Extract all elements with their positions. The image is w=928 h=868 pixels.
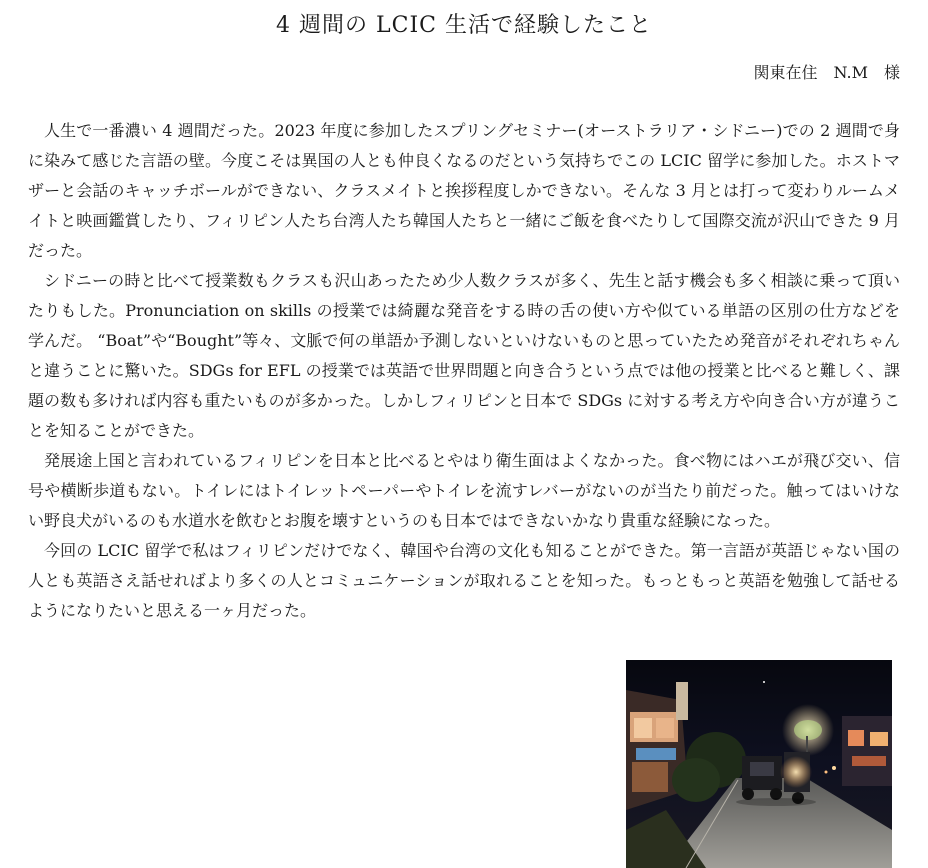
paragraph-2: シドニーの時と比べて授業数もクラスも沢山あったため少人数クラスが多く、先生と話す機会も多く相談に乗って頂いたりもした。Pronunciation on skills の授業では綺麗な発音をする時の舌の使い方や似ている単語の区別の仕方などを学んだ。 “Boat”や“Bought”等々、文脈で何の単語か予測しないといけないものと思っていたため発音がそれぞれちゃんと違うことに驚いた。SDGs for EFL の授業では英語で世界問題と向き合うという点では他の授業と比べると難しく、課題の数も多ければ内容も重たいものが多かった。しかしフィリピンと日本で SDGs に対する考え方や向き合い方が違うことを知ることができた。 bbox=[28, 271, 900, 440]
paragraph-3: 発展途上国と言われているフィリピンを日本と比べるとやはり衛生面はよくなかった。食べ物にはハエが飛び交い、信号や横断歩道もない。トイレにはトイレットペーパーやトイレを流すレバーがないのが当たり前だった。触ってはいけない野良犬がいるのも水道水を飲むとお腹を壊すというのも日本ではできないかなり貴重な経験になった。 bbox=[28, 451, 900, 530]
document-title: 4 週間の LCIC 生活で経験したこと bbox=[276, 13, 652, 38]
night-street-photo bbox=[626, 660, 892, 868]
author-line: 関東在住 N.M 様 bbox=[753, 63, 900, 82]
paragraph-4: 今回の LCIC 留学で私はフィリピンだけでなく、韓国や台湾の文化も知ることができた。第一言語が英語じゃない国の人とも英語さえ話せればより多くの人とコミュニケーションが取れることを知った。もっともっと英語を勉強して話せるようになりたいと思える一ヶ月だった。 bbox=[28, 541, 900, 620]
document-body bbox=[28, 116, 900, 626]
paragraph-1: 人生で一番濃い 4 週間だった。2023 年度に参加したスプリングセミナー(オーストラリア・シドニー)での 2 週間で身に染みて感じた言語の壁。今度こそは異国の人とも仲良くなるのだという気持ちでこの LCIC 留学に参加した。ホストマザーと会話のキャッチボールができない、クラスメイトと挨拶程度しかできない。そんな 3 月とは打って変わりルームメイトと映画鑑賞したり、フィリピン人たち台湾人たち韓国人たちと一緒にご飯を食べたりして国際交流が沢山できた 9 月だった。 bbox=[28, 121, 900, 260]
